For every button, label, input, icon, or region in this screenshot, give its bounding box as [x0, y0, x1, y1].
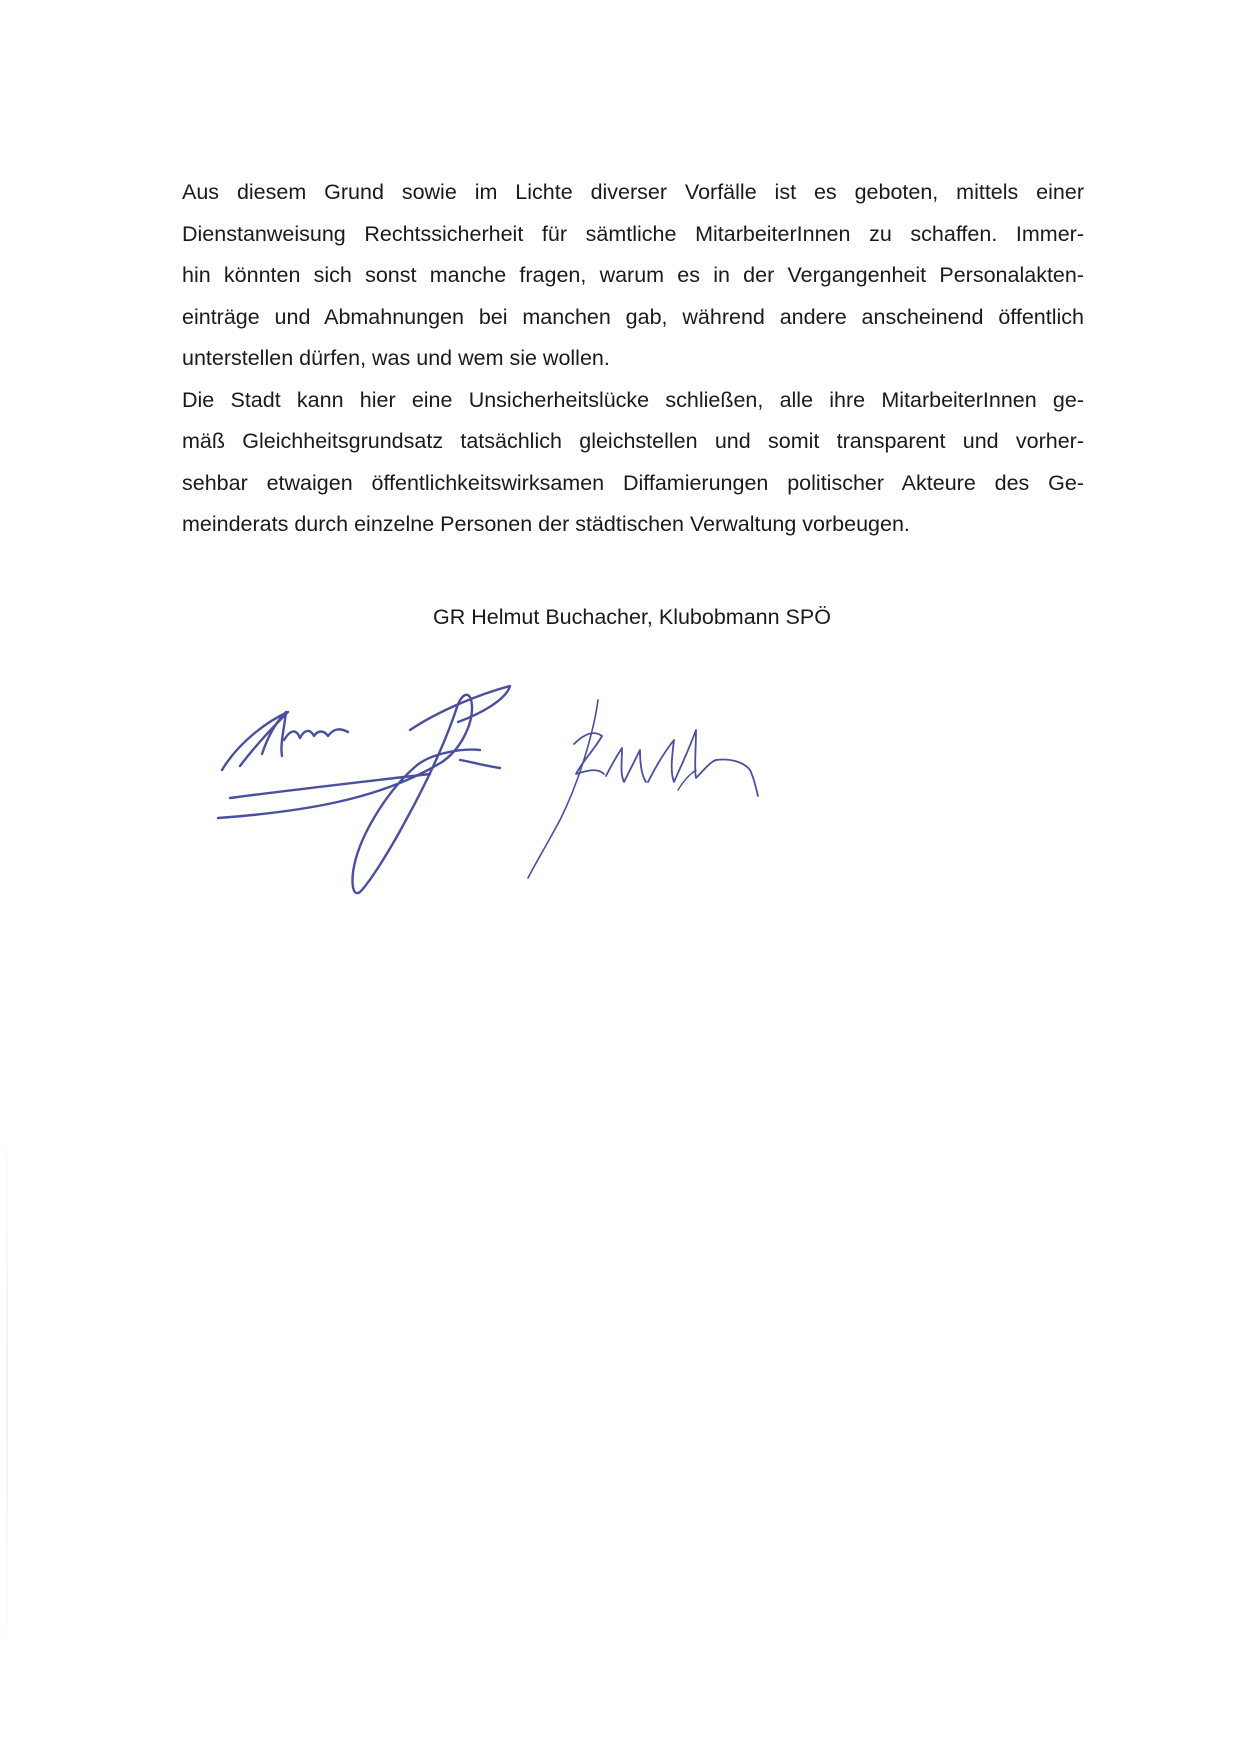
signoff-name: GR Helmut Buchacher, Klubobmann SPÖ — [433, 605, 831, 629]
text-line: Dienstanweisung Rechtssicherheit für sämtliche MitarbeiterInnen zu schaffen. Immer- — [182, 221, 1084, 246]
text-line: hin könnten sich sonst manche fragen, warum es in der Vergangenheit Personalakten- — [182, 263, 1084, 287]
text-line: Aus diesem Grund sowie im Lichte diverser Vorfälle ist es geboten, mittels einer — [182, 180, 1084, 204]
paragraph-1 — [182, 172, 1084, 380]
paragraph-2 — [182, 380, 1084, 546]
body-text — [182, 172, 1084, 546]
text-line: meinderats durch einzelne Personen der städtischen Verwaltung vorbeugen. — [182, 512, 910, 536]
text-line: Die Stadt kann hier eine Unsicherheitslücke schließen, alle ihre MitarbeiterInnen ge- — [182, 387, 1084, 412]
text-line: mäß Gleichheitsgrundsatz tatsächlich gleichstellen und somit transparent und vorher- — [182, 429, 1084, 453]
text-line: einträge und Abmahnungen bei manchen gab, während andere anscheinend öffentlich — [182, 304, 1084, 329]
text-line: sehbar etwaigen öffentlichkeitswirksamen Diffamierungen politischer Akteure des Ge- — [182, 470, 1084, 495]
handwritten-signature — [210, 670, 930, 900]
scan-edge-shadow — [6, 1110, 8, 1670]
text-line: unterstellen dürfen, was und wem sie wollen. — [182, 346, 610, 370]
